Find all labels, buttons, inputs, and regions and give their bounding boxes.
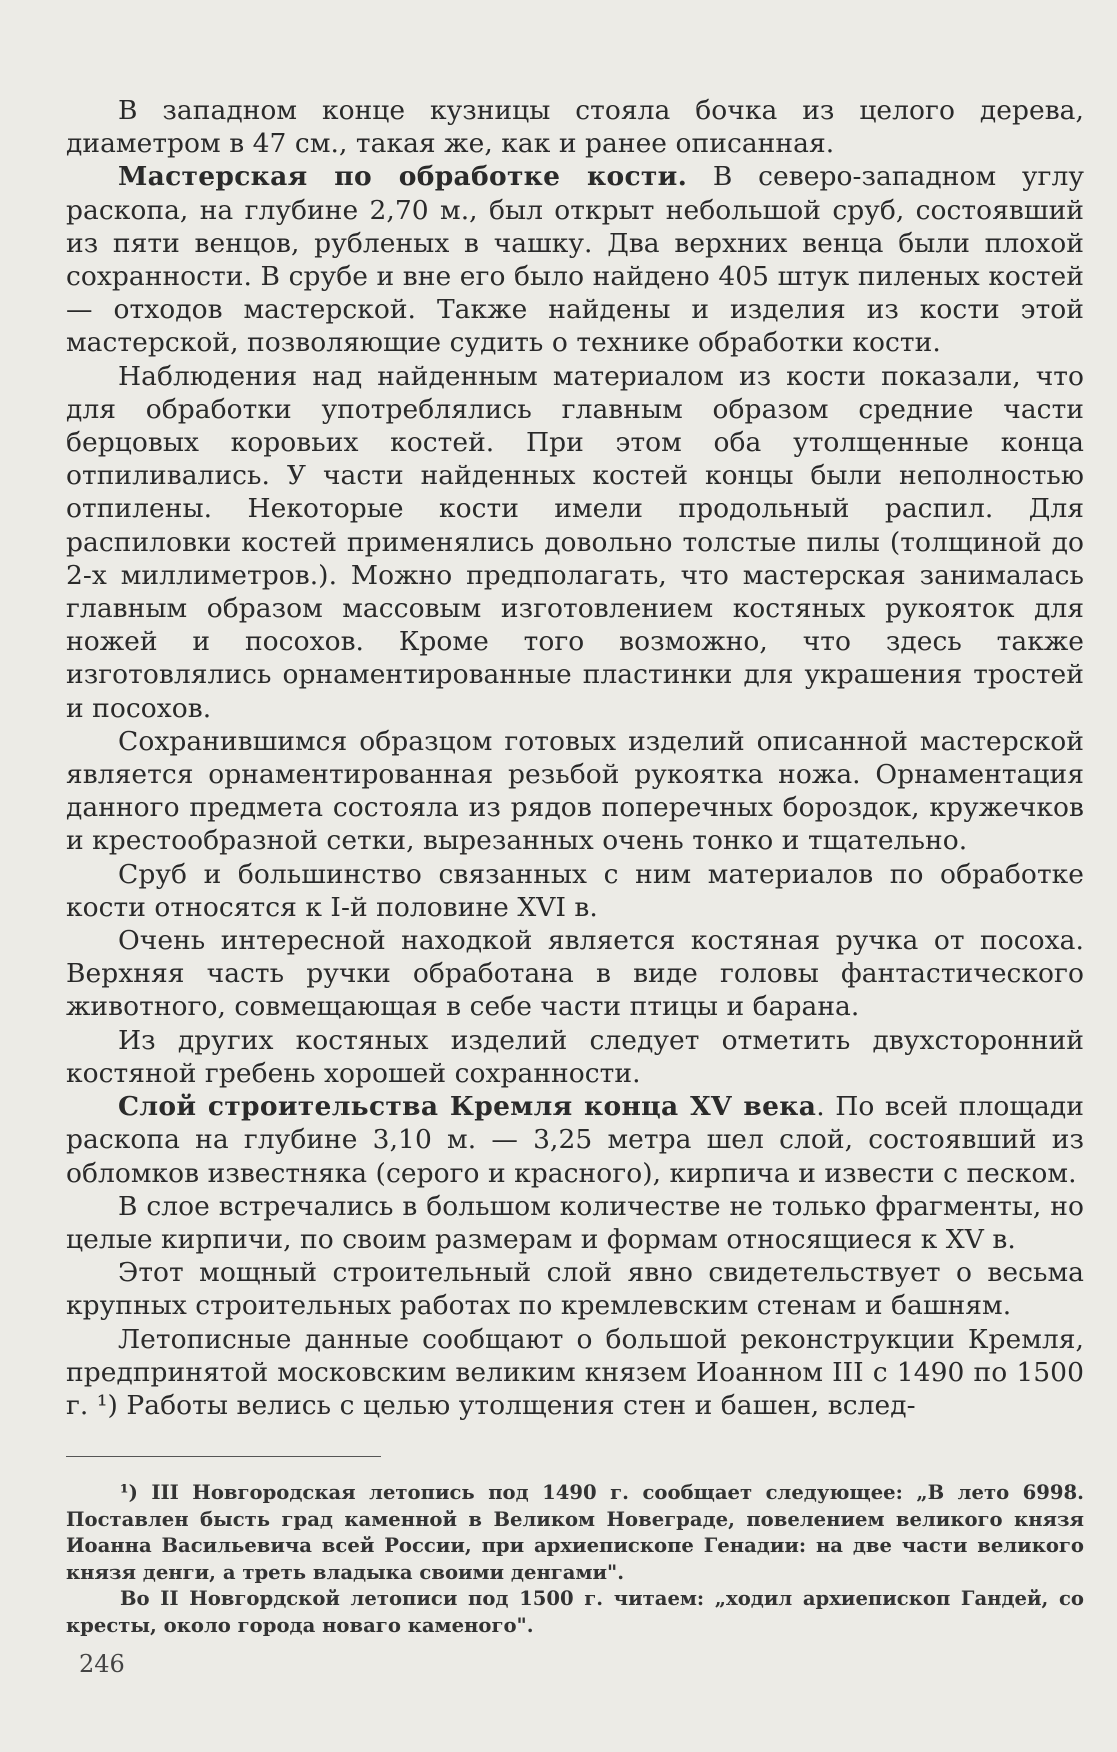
main-text bbox=[66, 94, 1084, 1422]
paragraph-text: Сруб и большинство связанных с ним материалов по обработке кости относятся к I-й половине XVI в. bbox=[66, 858, 1084, 923]
paragraph-text: В северо-западном углу раскопа, на глубине 2,70 м., был открыт небольшой сруб, состоявший из пяти венцов, рубленых в чашку. Два верхних венца были плохой сохранности. В срубе и вне его было найдено 405 штук пиленых костей — отходов мастерской. Также найдены и изделия из кости этой мастерской, позволяющие судить о технике обработки кости. bbox=[66, 161, 1084, 359]
paragraph-heading: Слой строительства Кремля конца XV века bbox=[118, 1091, 817, 1123]
paragraph-text: В западном конце кузницы стояла бочка из целого дерева, диаметром в 47 см., такая же, как и ранее описанная. bbox=[66, 95, 1084, 160]
paragraph-text: Этот мощный строительный слой явно свидетельствует о весьма крупных строительных работах по кремлевским стенам и башням. bbox=[66, 1257, 1084, 1322]
paragraph-text: Летописные данные сообщают о большой реконструкции Кремля, предпринятой московским великим князем Иоанном III с 1490 по 1500 г. ¹) Работы велись с целью утолщения стен и башен, вслед- bbox=[66, 1323, 1084, 1421]
paragraph-text: Из других костяных изделий следует отметить двухсторонний костяной гребень хорошей сохранности. bbox=[66, 1024, 1084, 1089]
footnote: ¹) III Новгородская летопись под 1490 г. сообщает следующее: „В лето 6998. Поставлен бысть град каменной в Великом Новеграде, повелением великого князя Иоанна Васильевича всей России, при архиепископе Генадии: на две части великого князя денги, а треть владыка своими денгами". bbox=[66, 1481, 1084, 1584]
paragraph bbox=[66, 1090, 1084, 1190]
paragraph bbox=[66, 725, 1084, 858]
paragraph bbox=[66, 1256, 1084, 1322]
paragraph-text: Очень интересной находкой является костяная ручка от посоха. Верхняя часть ручки обработана в виде головы фантастического животного, совмещающая в себе части птицы и барана. bbox=[66, 925, 1084, 1023]
paragraph-heading: Мастерская по обработке кости. bbox=[118, 161, 688, 193]
paragraph-text: . По всей площади раскопа на глубине 3,10 м. — 3,25 метра шел слой, состоявший из обломков известняка (серого и красного), кирпича и извести с песком. bbox=[66, 1091, 1084, 1189]
paragraph-text: Сохранившимся образцом готовых изделий описанной мастерской является орнаментированная резьбой рукоятка ножа. Орнаментация данного предмета состояла из рядов поперечных бороздок, кружечков и крестообразной сетки, вырезанных очень тонко и тщательно. bbox=[66, 725, 1084, 857]
paragraph bbox=[66, 94, 1084, 160]
paragraph bbox=[66, 924, 1084, 1024]
paragraph bbox=[66, 1190, 1084, 1256]
footnotes bbox=[66, 1480, 1084, 1639]
paragraph bbox=[66, 160, 1084, 359]
paragraph bbox=[66, 360, 1084, 725]
paragraph bbox=[66, 1323, 1084, 1423]
paragraph-text: Наблюдения над найденным материалом из кости показали, что для обработки употреблялись главным образом средние части берцовых коровьих костей. При этом оба утолщенные конца отпиливались. У части найденных костей концы были неполностью отпилены. Некоторые кости имели продольный распил. Для распиловки костей применялись довольно толстые пилы (толщиной до 2-х миллиметров.). Можно предполагать, что мастерская занималась главным образом массовым изготовлением костяных рукояток для ножей и посохов. Кроме того возможно, что здесь также изготовлялись орнаментированные пластинки для украшения тростей и посохов. bbox=[66, 360, 1084, 724]
paragraph-text: В слое встречались в большом количестве не только фрагменты, но целые кирпичи, по своим размерам и формам относящиеся к XV в. bbox=[66, 1190, 1084, 1255]
paragraph bbox=[66, 1024, 1084, 1090]
page-number: 246 bbox=[79, 1650, 125, 1678]
footnote: Во II Новгордской летописи под 1500 г. читаем: „ходил архиепископ Гандей, со кресты, около города новаго каменого". bbox=[66, 1587, 1084, 1637]
paragraph bbox=[66, 858, 1084, 924]
footnote-divider bbox=[66, 1456, 381, 1457]
